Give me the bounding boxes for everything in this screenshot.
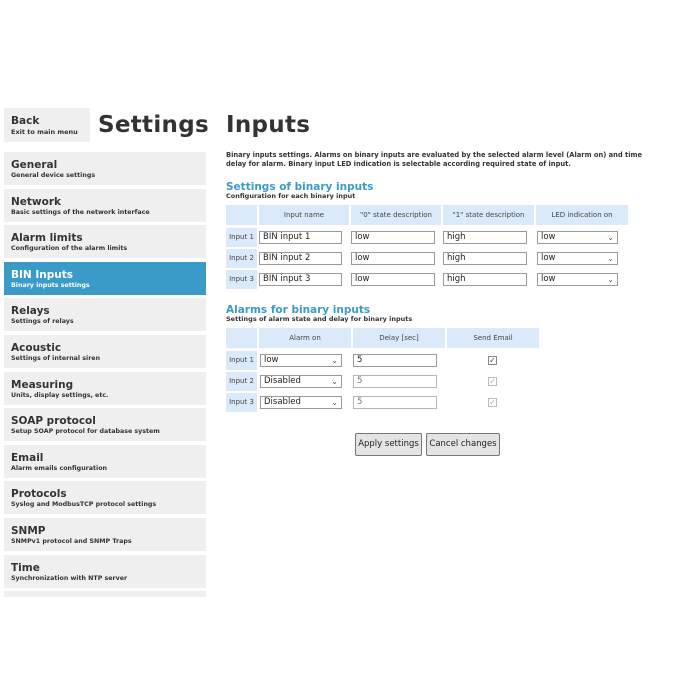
col-header-state1: "1" state description [443,205,534,225]
input-name-field[interactable]: BIN input 3 [259,273,342,286]
select-value: low [264,355,279,365]
col-header-input-name: Input name [259,205,349,225]
col-header-send-email: Send Email [447,328,539,348]
binary-inputs-section-subtitle: Configuration for each binary input [226,192,356,200]
back-button[interactable] [4,108,90,142]
row-label-input-3: Input 3 [226,270,257,289]
state0-field[interactable]: low [351,231,435,244]
state0-field[interactable]: low [351,252,435,265]
menu-item-subtitle: Configuration of the alarm limits [11,245,128,253]
menu-item-subtitle: Units, display settings, etc. [11,391,109,399]
menu-item-subtitle: Alarm emails configuration [11,464,108,472]
alarm-on-select[interactable] [260,396,342,409]
col-header-delay: Delay [sec] [353,328,445,348]
menu-item-time[interactable] [4,555,206,588]
row-label-input-1: Input 1 [226,228,257,247]
menu-item-relays[interactable] [4,298,206,331]
menu-item-subtitle: Setup SOAP protocol for database system [11,428,160,436]
menu-item-title: BIN Inputs [11,268,73,281]
send-email-checkbox[interactable]: ✓ [489,356,496,365]
alarm-row-label-input-2: Input 2 [226,372,257,391]
delay-field[interactable]: 5 [353,396,437,409]
menu-item-subtitle: Settings of internal siren [11,354,101,362]
menu-item-subtitle: Basic settings of the network interface [11,208,150,216]
apply-settings-button[interactable]: Apply settings [355,433,422,456]
select-value: low [541,274,556,284]
delay-field[interactable]: 5 [353,354,437,367]
menu-item-alarm-limits[interactable] [4,225,206,258]
col-header-led: LED indication on [536,205,628,225]
binary-inputs-section-title: Settings of binary inputs [226,181,374,193]
menu-item-protocols[interactable] [4,481,206,514]
led-indication-select[interactable] [537,231,618,244]
led-indication-select[interactable] [537,273,618,286]
menu-item-subtitle: Synchronization with NTP server [11,574,128,582]
menu-item-bin-inputs[interactable] [4,262,206,295]
state1-field[interactable]: high [443,273,527,286]
menu-item-title: Alarm limits [11,232,83,245]
alarm-row-label-input-1: Input 1 [226,351,257,370]
menu-item-partial [4,591,206,597]
col-header-state0: "0" state description [351,205,441,225]
alarm-on-select[interactable] [260,354,342,367]
menu-item-title: Time [11,561,40,574]
select-value: Disabled [264,397,301,407]
menu-item-acoustic[interactable] [4,335,206,368]
col-header-alarm-on: Alarm on [259,328,351,348]
menu-item-subtitle: Binary inputs settings [11,281,90,289]
alarms-section-title: Alarms for binary inputs [226,304,371,316]
select-value: Disabled [264,376,301,386]
send-email-checkbox[interactable]: ✓ [489,398,496,407]
menu-item-subtitle: Settings of relays [11,318,74,326]
state1-field[interactable]: high [443,231,527,244]
menu-item-title: Measuring [11,378,74,391]
input-name-field[interactable]: BIN input 2 [259,252,342,265]
chevron-down-icon: ⌄ [331,356,338,365]
page-description: Binary inputs settings. Alarms on binary inputs are evaluated by the selected alarm level (Alarm on) and time delay for alarm. Binary input LED indication is selectable according required state of input. [226,151,642,168]
settings-menu [4,152,206,597]
chevron-down-icon: ⌄ [331,398,338,407]
menu-item-subtitle: Syslog and ModbusTCP protocol settings [11,501,157,509]
select-value: low [541,232,556,242]
state0-field[interactable]: low [351,273,435,286]
menu-item-subtitle: SNMPv1 protocol and SNMP Traps [11,537,132,545]
menu-item-soap-protocol[interactable] [4,408,206,441]
menu-item-subtitle: General device settings [11,172,96,179]
row-label-input-2: Input 2 [226,249,257,268]
alarm-row-label-input-3: Input 3 [226,393,257,412]
menu-item-title: SNMP [11,524,46,537]
binary-table-corner [226,205,257,225]
cancel-changes-button[interactable]: Cancel changes [426,433,500,456]
menu-item-snmp[interactable] [4,518,206,551]
input-name-field[interactable]: BIN input 1 [259,231,342,244]
chevron-down-icon: ⌄ [607,254,614,263]
back-title: Back [11,115,40,127]
state1-field[interactable]: high [443,252,527,265]
chevron-down-icon: ⌄ [607,233,614,242]
menu-item-network[interactable] [4,189,206,222]
menu-item-measuring[interactable] [4,372,206,405]
back-subtitle: Exit to main menu [11,128,78,136]
alarms-section-subtitle: Settings of alarm state and delay for binary inputs [226,315,413,323]
alarms-table-corner [226,328,257,348]
delay-field[interactable]: 5 [353,375,437,388]
menu-item-title: General [11,159,58,171]
chevron-down-icon: ⌄ [607,275,614,284]
menu-item-title: Relays [11,305,50,318]
chevron-down-icon: ⌄ [331,377,338,386]
menu-item-email[interactable] [4,445,206,478]
send-email-checkbox[interactable]: ✓ [489,377,496,386]
led-indication-select[interactable] [537,252,618,265]
menu-item-title: Network [11,195,62,208]
menu-item-title: Email [11,451,44,464]
alarm-on-select[interactable] [260,375,342,388]
menu-item-general[interactable] [4,152,206,185]
menu-item-title: Protocols [11,488,67,501]
select-value: low [541,253,556,263]
page-title: Inputs [226,112,311,138]
settings-heading: Settings [98,112,209,138]
menu-item-title: Acoustic [11,341,62,354]
menu-item-title: SOAP protocol [11,415,96,428]
